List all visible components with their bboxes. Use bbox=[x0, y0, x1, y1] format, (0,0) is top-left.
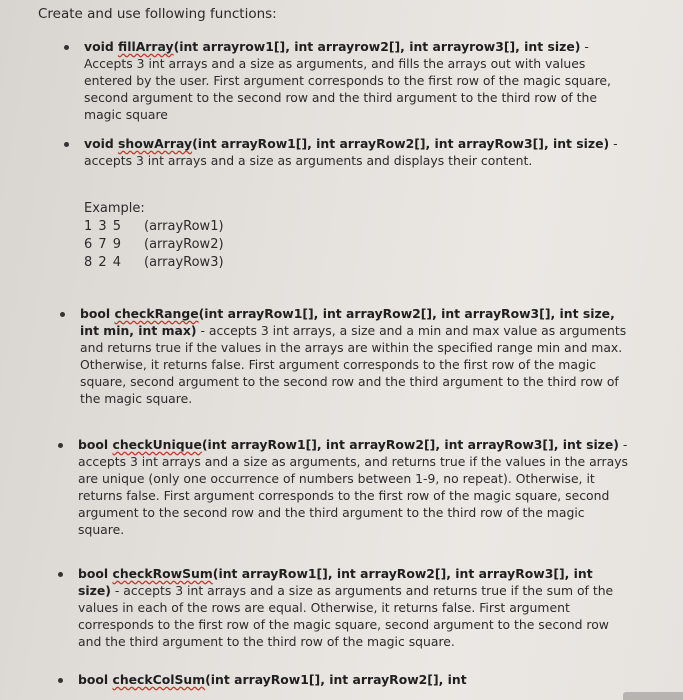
function-name: checkRowSum bbox=[112, 566, 213, 581]
function-keyword: bool bbox=[78, 437, 113, 452]
function-signature: (int arrayRow1[], int arrayRow2[], int arrayRow3[], int size) bbox=[201, 437, 619, 452]
example-row-values: 6 7 9 bbox=[84, 237, 123, 252]
function-name: fillArray bbox=[118, 39, 174, 54]
example-row-values: 1 3 5 bbox=[84, 219, 123, 234]
bullet-icon bbox=[58, 443, 63, 448]
function-keyword: bool bbox=[80, 306, 115, 321]
function-name: checkUnique bbox=[112, 437, 202, 452]
example-row bbox=[84, 218, 224, 236]
function-signature: (int arrayRow1[], int arrayRow2[], int arrayRow3[], int size, int min, int max) bbox=[80, 306, 615, 338]
function-signature: (int arrayRow1[], int arrayRow2[], int arrayRow3[], int size) bbox=[78, 566, 593, 598]
example-row-values: 8 2 4 bbox=[84, 255, 123, 270]
function-signature: (int arrayRow1[], int arrayRow2[], int bbox=[205, 672, 467, 687]
function-description: - accepts 3 int arrays and a size as arguments, and returns true if the values in the arrays are unique (only one occurrence of numbers between 1-9, no repeat). Otherwise, it returns false. First argument corresponds to the first row of the magic square, second argument to the second row and the third argument to the third row of the magic square. bbox=[78, 437, 629, 537]
screen-corner-fragment bbox=[623, 692, 683, 700]
function-item-showarray bbox=[84, 135, 634, 169]
function-description: - Accepts 3 int arrays and a size as arguments, and fills the arrays out with values entered by the user. First argument corresponds to the first row of the magic square, second argument to the second row and the third argument to the third row of the magic square bbox=[84, 39, 611, 122]
bullet-icon bbox=[64, 45, 69, 50]
bullet-icon bbox=[60, 312, 65, 317]
function-item-checkunique bbox=[78, 436, 628, 538]
function-item-checkrange bbox=[80, 305, 630, 407]
bullet-icon bbox=[64, 142, 69, 147]
function-item-fillarray bbox=[84, 38, 634, 123]
function-description: - accepts 3 int arrays and a size as arguments and displays their content. bbox=[84, 136, 618, 168]
example-row bbox=[84, 254, 224, 272]
page-heading: Create and use following functions: bbox=[38, 6, 277, 22]
function-signature: (int arrayrow1[], int arrayrow2[], int arrayrow3[], int size) bbox=[173, 39, 581, 54]
function-keyword: void bbox=[84, 136, 119, 151]
function-name: checkColSum bbox=[112, 672, 206, 687]
example-row-label: (arrayRow2) bbox=[144, 237, 224, 252]
bullet-icon bbox=[58, 572, 63, 577]
function-description: - accepts 3 int arrays, a size and a min and max value as arguments and returns true if the values in the arrays are within the specified range min and max. Otherwise, it returns false. First argument corresponds to the first row of the magic square, second argument to the second row and the third argument to the third row of the magic square. bbox=[80, 323, 627, 406]
example-block bbox=[84, 200, 224, 272]
function-keyword: bool bbox=[78, 566, 113, 581]
function-keyword: bool bbox=[78, 672, 113, 687]
example-row-label: (arrayRow3) bbox=[144, 255, 224, 270]
function-description: - accepts 3 int arrays and a size as arguments and returns true if the sum of the values in each of the rows are equal. Otherwise, it returns false. First argument corresponds to the first row of the magic square, second argument to the second row and the third argument to the third row of the magic square. bbox=[78, 583, 614, 649]
function-signature: (int arrayRow1[], int arrayRow2[], int arrayRow3[], int size) bbox=[192, 136, 610, 151]
function-name: checkRange bbox=[114, 306, 199, 321]
example-row-label: (arrayRow1) bbox=[144, 219, 224, 234]
function-item-checkcolsum bbox=[78, 671, 658, 688]
bullet-icon bbox=[58, 678, 63, 683]
example-label: Example: bbox=[84, 201, 145, 216]
function-item-checkrowsum bbox=[78, 565, 628, 650]
function-name: showArray bbox=[118, 136, 193, 151]
function-keyword: void bbox=[84, 39, 119, 54]
example-row bbox=[84, 236, 224, 254]
